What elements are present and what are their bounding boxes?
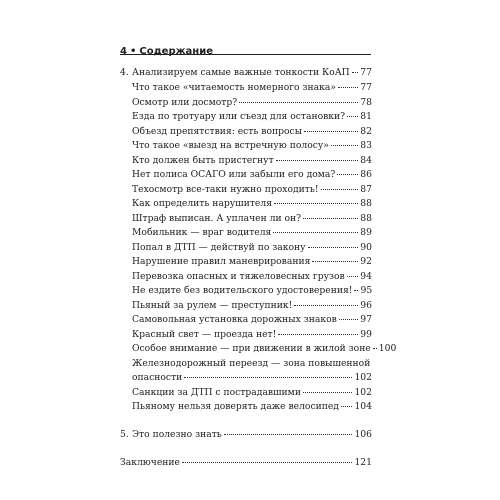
entry-title: Самовольная установка дорожных знаков <box>132 314 337 325</box>
toc-entry[interactable] <box>120 386 372 400</box>
entry-page: 121 <box>354 457 372 468</box>
toc-entry-chapter-5[interactable] <box>120 428 372 442</box>
toc-entry[interactable] <box>120 342 397 356</box>
dot-leader <box>304 131 358 132</box>
entry-page: 81 <box>360 111 372 122</box>
entry-page: 86 <box>360 169 372 180</box>
dot-leader <box>184 377 352 378</box>
dot-leader <box>273 232 358 233</box>
page-number: 4 <box>120 46 127 57</box>
entry-title: Железнодорожный переезд — зона повышенной <box>132 357 371 369</box>
entry-title: Перевозка опасных и тяжеловесных грузов <box>132 270 345 282</box>
entry-title: Как определить нарушителя <box>132 198 272 209</box>
entry-page: 88 <box>360 198 372 209</box>
entry-page: 100 <box>378 343 397 354</box>
toc-entry[interactable] <box>120 241 372 255</box>
entry-page: 94 <box>360 270 372 282</box>
entry-page: 102 <box>354 386 372 398</box>
entry-title: Пьяному нельзя доверять даже велосипед <box>132 401 339 412</box>
toc-entry-conclusion[interactable] <box>120 456 372 470</box>
toc-entry-chapter-4[interactable] <box>120 66 372 80</box>
entry-page: 82 <box>360 125 372 137</box>
toc-entry[interactable] <box>120 96 372 110</box>
entry-title: Это полезно знать <box>132 429 222 440</box>
entry-title: Санкции за ДТП с пострадавшими <box>132 386 301 398</box>
dot-leader <box>373 348 377 349</box>
entry-title: Попал в ДТП — действуй по закону <box>132 241 306 253</box>
entry-page: 89 <box>360 227 372 238</box>
header-text <box>120 46 213 57</box>
entry-page: 95 <box>360 285 373 296</box>
entry-page: 90 <box>360 241 372 253</box>
dot-leader <box>294 305 358 306</box>
toc-entry[interactable] <box>120 299 372 313</box>
dot-leader <box>354 290 358 291</box>
toc-entry-continuation[interactable] <box>120 371 372 385</box>
entry-title: опасности <box>132 372 183 383</box>
bullet-separator: • <box>129 46 137 57</box>
dot-leader <box>308 247 359 248</box>
dot-leader <box>321 189 359 190</box>
toc-entry[interactable] <box>120 168 372 182</box>
entry-page: 92 <box>360 256 372 267</box>
entry-title: Особое внимание — при движении в жилой зоне <box>132 343 371 354</box>
dot-leader <box>276 160 359 161</box>
dot-leader <box>278 334 358 335</box>
dot-leader <box>274 203 358 204</box>
entry-page: 77 <box>360 67 372 78</box>
dot-leader <box>352 72 359 73</box>
entry-title: Анализируем самые важные тонкости КоАП <box>132 67 350 78</box>
entry-page: 77 <box>360 82 372 93</box>
toc-entry[interactable] <box>120 270 372 284</box>
entry-title: Пьяный за рулем — преступник! <box>132 299 293 311</box>
dot-leader <box>303 392 353 393</box>
chapter-number: 4. <box>120 67 129 78</box>
dot-leader <box>347 116 358 117</box>
toc-entry[interactable] <box>120 328 372 342</box>
entry-title: Кто должен быть пристегнут <box>132 154 274 166</box>
entry-title: Заключение <box>120 457 180 468</box>
toc-entry[interactable] <box>120 197 372 211</box>
entry-title: Осмотр или досмотр? <box>132 96 238 108</box>
page-header <box>120 39 371 57</box>
toc-entry[interactable] <box>120 139 372 153</box>
dot-leader <box>224 434 353 435</box>
dot-leader <box>303 218 358 219</box>
entry-title: Нарушение правил маневрирования <box>132 256 311 267</box>
dot-leader <box>312 261 358 262</box>
entry-title: Штраф выписан. А уплачен ли он? <box>132 212 302 224</box>
entry-page: 96 <box>360 299 372 311</box>
toc-entry[interactable] <box>120 110 372 124</box>
dot-leader <box>338 87 358 88</box>
entry-page: 87 <box>360 183 372 195</box>
toc-entry[interactable] <box>120 255 372 269</box>
toc-entry[interactable] <box>120 154 372 168</box>
entry-title: Объезд препятствия: есть вопросы <box>132 125 303 137</box>
toc-entry[interactable] <box>120 400 372 414</box>
entry-page: 78 <box>360 96 372 108</box>
entry-title: Мобильник — враг водителя <box>132 227 272 238</box>
section-title: Содержание <box>139 46 213 57</box>
dot-leader <box>339 319 359 320</box>
toc-entry[interactable] <box>120 313 372 327</box>
entry-title: Езда по тротуару или съезд для остановки? <box>132 111 346 122</box>
dot-leader <box>182 462 352 463</box>
chapter-number: 5. <box>120 429 129 440</box>
toc-entry[interactable] <box>120 226 372 240</box>
entry-page: 102 <box>354 372 372 383</box>
entry-title: Что такое «читаемость номерного знака» <box>132 82 336 93</box>
dot-leader <box>337 174 358 175</box>
entry-title: Красный свет — проезда нет! <box>132 328 277 340</box>
entry-page: 88 <box>360 212 372 224</box>
entry-title: Техосмотр все-таки нужно проходить! <box>132 183 319 195</box>
dot-leader <box>239 102 358 103</box>
dot-leader <box>331 145 358 146</box>
header-rule <box>120 54 371 55</box>
entry-title: Не ездите без водительского удостоверения! <box>132 285 353 296</box>
entry-title: Что такое «выезд на встречную полосу» <box>132 140 329 151</box>
toc-entry[interactable] <box>120 212 372 226</box>
entry-page: 99 <box>360 328 372 340</box>
entry-page: 104 <box>354 401 372 412</box>
entry-title: Нет полиса ОСАГО или забыли его дома? <box>132 169 336 180</box>
dot-leader <box>347 276 359 277</box>
entry-page: 97 <box>360 314 372 325</box>
entry-page: 106 <box>354 429 372 440</box>
toc-entry[interactable] <box>120 81 372 95</box>
toc-entry[interactable] <box>120 284 372 298</box>
toc-entry[interactable] <box>120 357 372 371</box>
toc-entry[interactable] <box>120 125 372 139</box>
toc-entry[interactable] <box>120 183 372 197</box>
dot-leader <box>341 406 353 407</box>
entry-page: 84 <box>360 154 372 166</box>
entry-page: 83 <box>360 140 372 151</box>
